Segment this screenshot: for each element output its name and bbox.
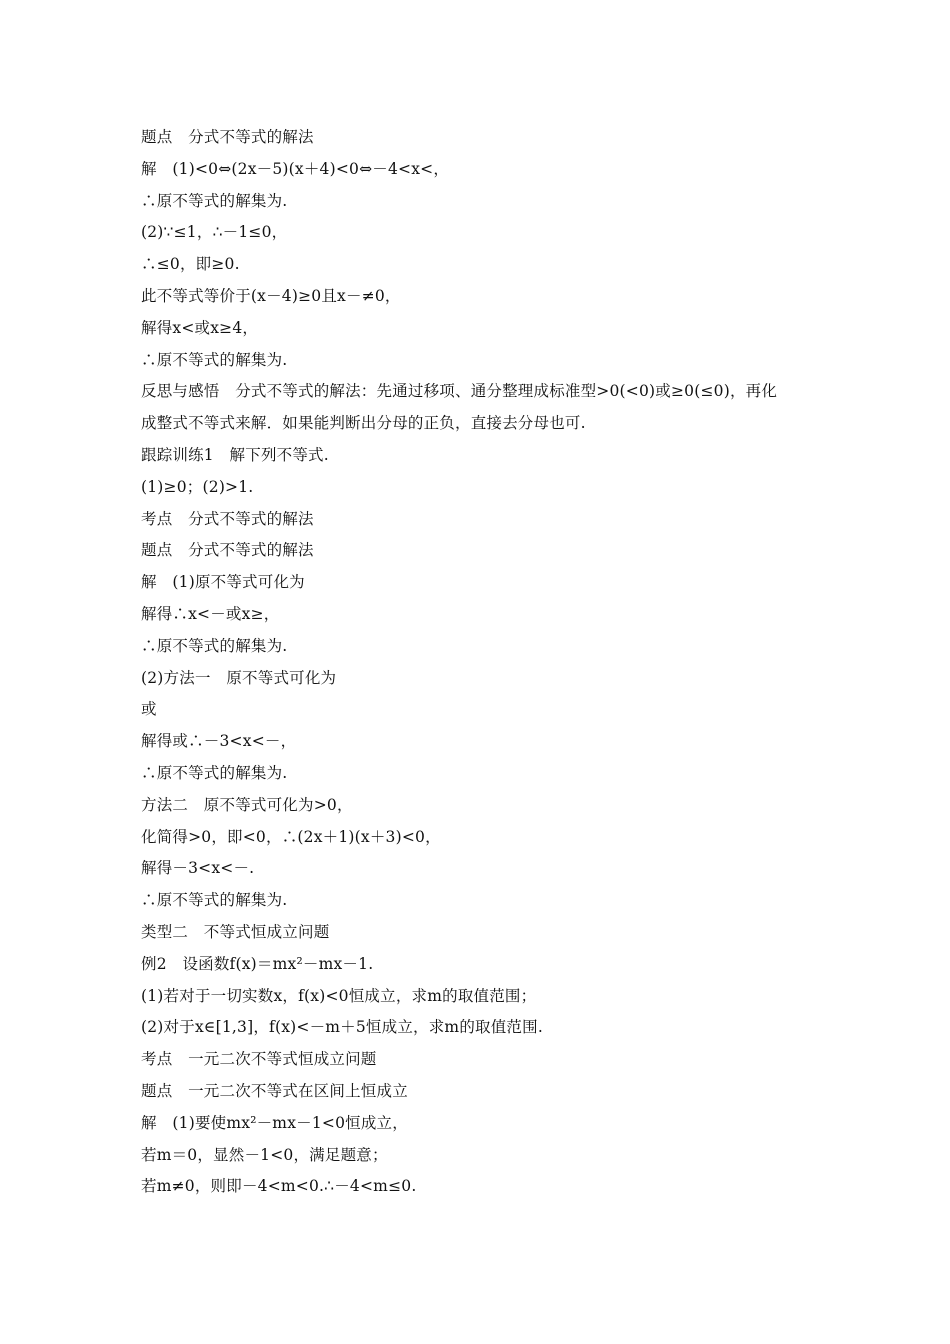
text-line: (2)∵≤1，∴－1≤0， [141,223,288,242]
text-line: 类型二 不等式恒成立问题 [141,922,330,941]
text-line: (2)对于x∈[1,3]，f(x)<－m＋5恒成立，求m的取值范围. [141,1018,543,1037]
text-line: 解 (1)<0⇔(2x－5)(x＋4)<0⇔－4<x<， [141,159,450,178]
text-line: 或 [141,700,157,719]
text-line: 题点 分式不等式的解法 [141,128,314,146]
text-line: 此不等式等价于(x－4)≥0且x－≠0， [141,286,401,305]
text-line: ∴原不等式的解集为. [141,891,288,910]
text-line: 化简得>0，即<0，∴(2x＋1)(x＋3)<0， [141,827,441,846]
text-line: 解 (1)原不等式可化为 [141,573,305,592]
text-line: 若m＝0，显然－1<0，满足题意； [141,1145,388,1164]
text-line: 若m≠0，则即－4<m<0.∴－4<m≤0. [141,1177,417,1196]
text-line: ∴原不等式的解集为. [141,191,288,210]
text-line: 题点 分式不等式的解法 [141,541,314,560]
text-line: 解 (1)要使mx²－mx－1<0恒成立， [141,1113,408,1132]
text-line: 解得－3<x<－. [141,859,255,878]
text-line: ∴原不等式的解集为. [141,636,288,655]
text-line: 跟踪训练1 解下列不等式. [141,445,329,464]
text-line: (1)≥0；(2)>1. [141,477,254,496]
text-line: 题点 一元二次不等式在区间上恒成立 [141,1081,408,1100]
document-body [141,122,821,1203]
text-line: 解得x<或x≥4， [141,318,259,337]
text-line: ∴原不等式的解集为. [141,350,288,369]
text-line: 成整式不等式来解．如果能判断出分母的正负，直接去分母也可. [141,414,586,433]
text-line: 解得∴x<－或x≥， [141,604,280,623]
text-line: 考点 分式不等式的解法 [141,509,314,528]
text-line: ∴原不等式的解集为. [141,763,288,782]
text-line: 考点 一元二次不等式恒成立问题 [141,1050,377,1069]
text-line: 方法二 原不等式可化为>0， [141,795,353,814]
text-line: 反思与感悟 分式不等式的解法：先通过移项、通分整理成标准型>0(<0)或≥0(≤0)，再化 [141,382,778,401]
text-line: (1)若对于一切实数x，f(x)<0恒成立，求m的取值范围； [141,986,537,1005]
text-line: ∴≤0，即≥0. [141,255,240,274]
text-line: (2)方法一 原不等式可化为 [141,668,337,687]
text-line: 解得或∴－3<x<－， [141,732,297,751]
text-line: 例2 设函数f(x)＝mx²－mx－1. [141,954,374,973]
